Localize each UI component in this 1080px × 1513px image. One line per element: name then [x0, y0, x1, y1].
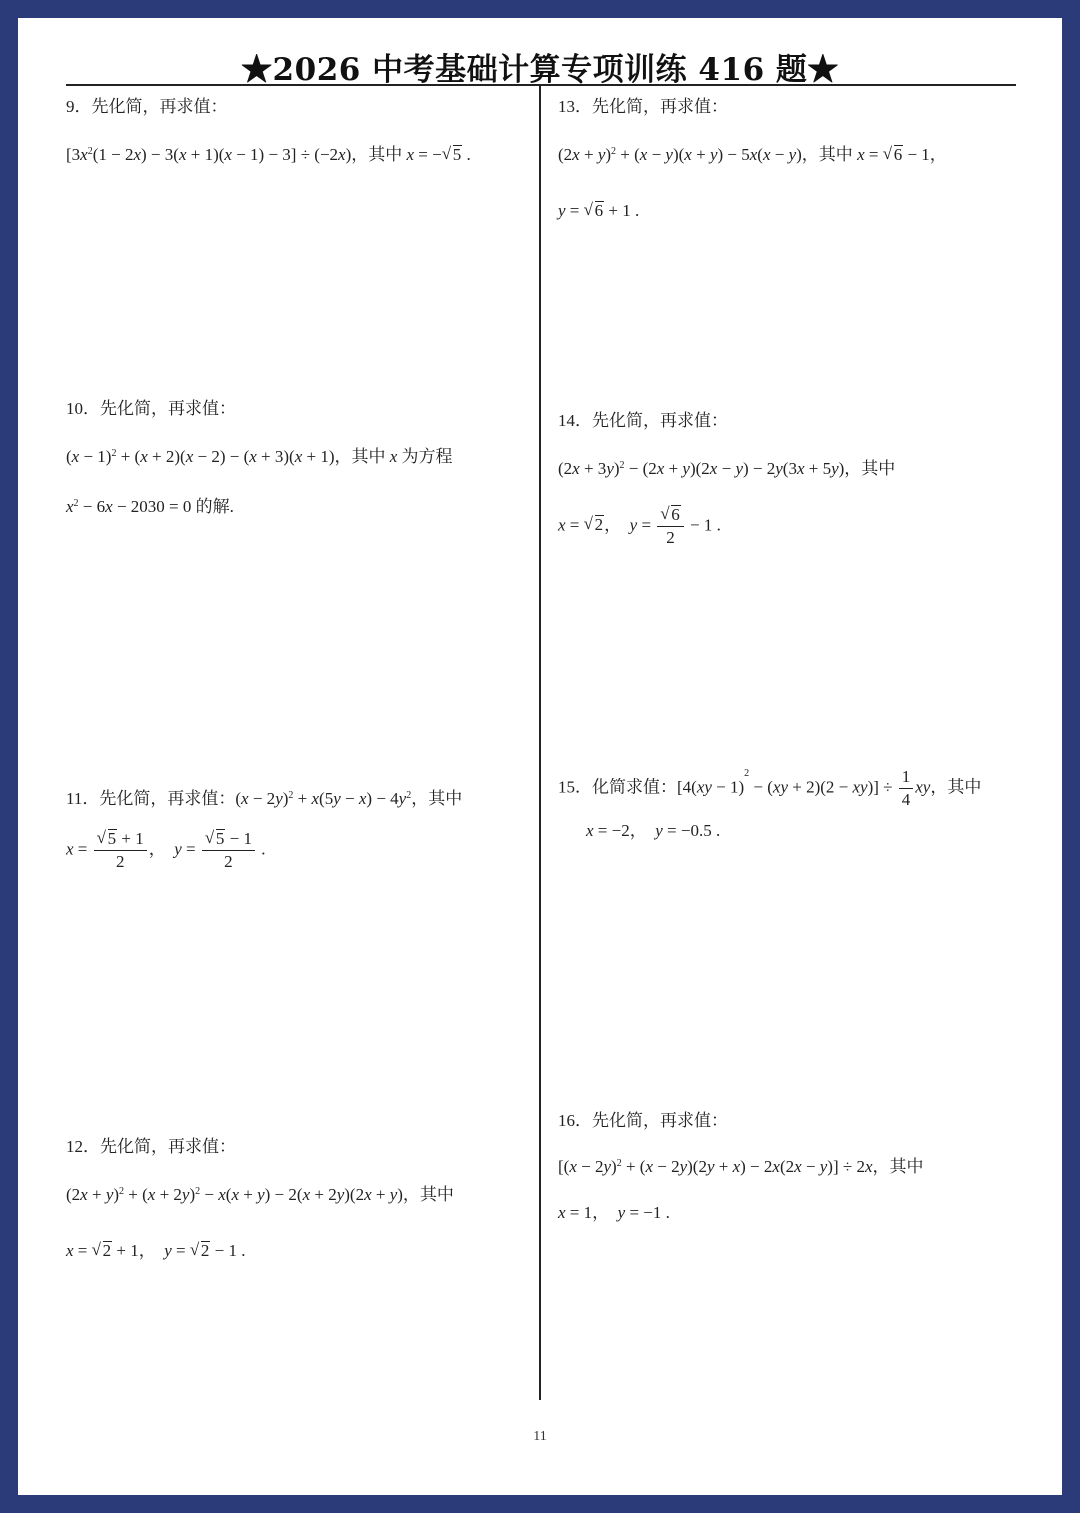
problem-label: 13．先化简，再求值：	[558, 97, 728, 116]
problem-label: 16．先化简，再求值：	[558, 1111, 728, 1130]
problem-condition: x = −2， y = −0.5 .	[586, 821, 721, 840]
problem-expression: $(2x + 3y)^2 - (2x + y)(2x - y) - 2y(3x + 5y)$，其中	[558, 459, 896, 478]
problem-expression: $(2x + y)^2 + (x - y)(x + y) - 5x(x - y)$，其中 x = √ 6 − 1，	[558, 144, 947, 166]
title-divider	[66, 84, 1016, 86]
problem-label: 11．先化简，再求值：	[66, 789, 236, 808]
problem-label: 14．先化简，再求值：	[558, 411, 728, 430]
page-title: ★2026 中考基础计算专项训练 416 题★	[241, 52, 839, 88]
problem-condition: y = √ 6 + 1 .	[558, 200, 639, 222]
problem-expression: $[3x^2(1 - 2x) - 3(x + 1)(x - 1) - 3] \div (-2x)$，其中 x = −√ 5 .	[66, 144, 471, 166]
column-divider	[539, 86, 541, 1400]
problem-condition: x = √ 2， y = √ $\frac{6}{2}$ − 1 .	[558, 504, 721, 549]
problem-expression: $(2x + y)^2 + (x + 2y)^2 - x(x + y) - 2(x + 2y)(2x + y)$，其中	[66, 1185, 454, 1204]
problem-condition: $x^2 - 6x - 2030 = 0$ 的解.	[66, 497, 234, 516]
problem-label-and-expression: 11．先化简，再求值：$(x - 2y)^2 + x(5y - x) - 4y^2$，其中	[66, 789, 463, 808]
problem-expression: $[(x - 2y)^2 + (x - 2y)(2y + x) - 2x(2x - y)] \div 2x$，其中	[558, 1157, 924, 1176]
problem-label-and-expression: 15．化简求值：[4(xy − 1)$^2$ − (xy + 2)(2 − xy)] ÷ $\frac{1}{4}$ xy，其中	[558, 767, 982, 809]
problem-label: 12．先化简，再求值：	[66, 1137, 236, 1156]
page-number: 11	[533, 1429, 547, 1444]
problem-expression: $(x - 1)^2 + (x + 2)(x - 2) - (x + 3)(x + 1)$，其中 x 为方程	[66, 447, 453, 466]
problem-condition: x = √ 2 + 1， y = √ 2 − 1 .	[66, 1240, 245, 1262]
problem-condition: x = 1， y = −1 .	[558, 1203, 670, 1222]
problem-label: 9．先化简，再求值：	[66, 97, 228, 116]
problem-condition: x = √ $\frac{5 + 1}{2}$ ， y = √ $\frac{5 - 1}{2}$ .	[66, 828, 265, 873]
problem-label: 10．先化简，再求值：	[66, 399, 236, 418]
problem-label: 15．化简求值：	[558, 777, 677, 797]
worksheet-page	[18, 18, 1062, 1495]
